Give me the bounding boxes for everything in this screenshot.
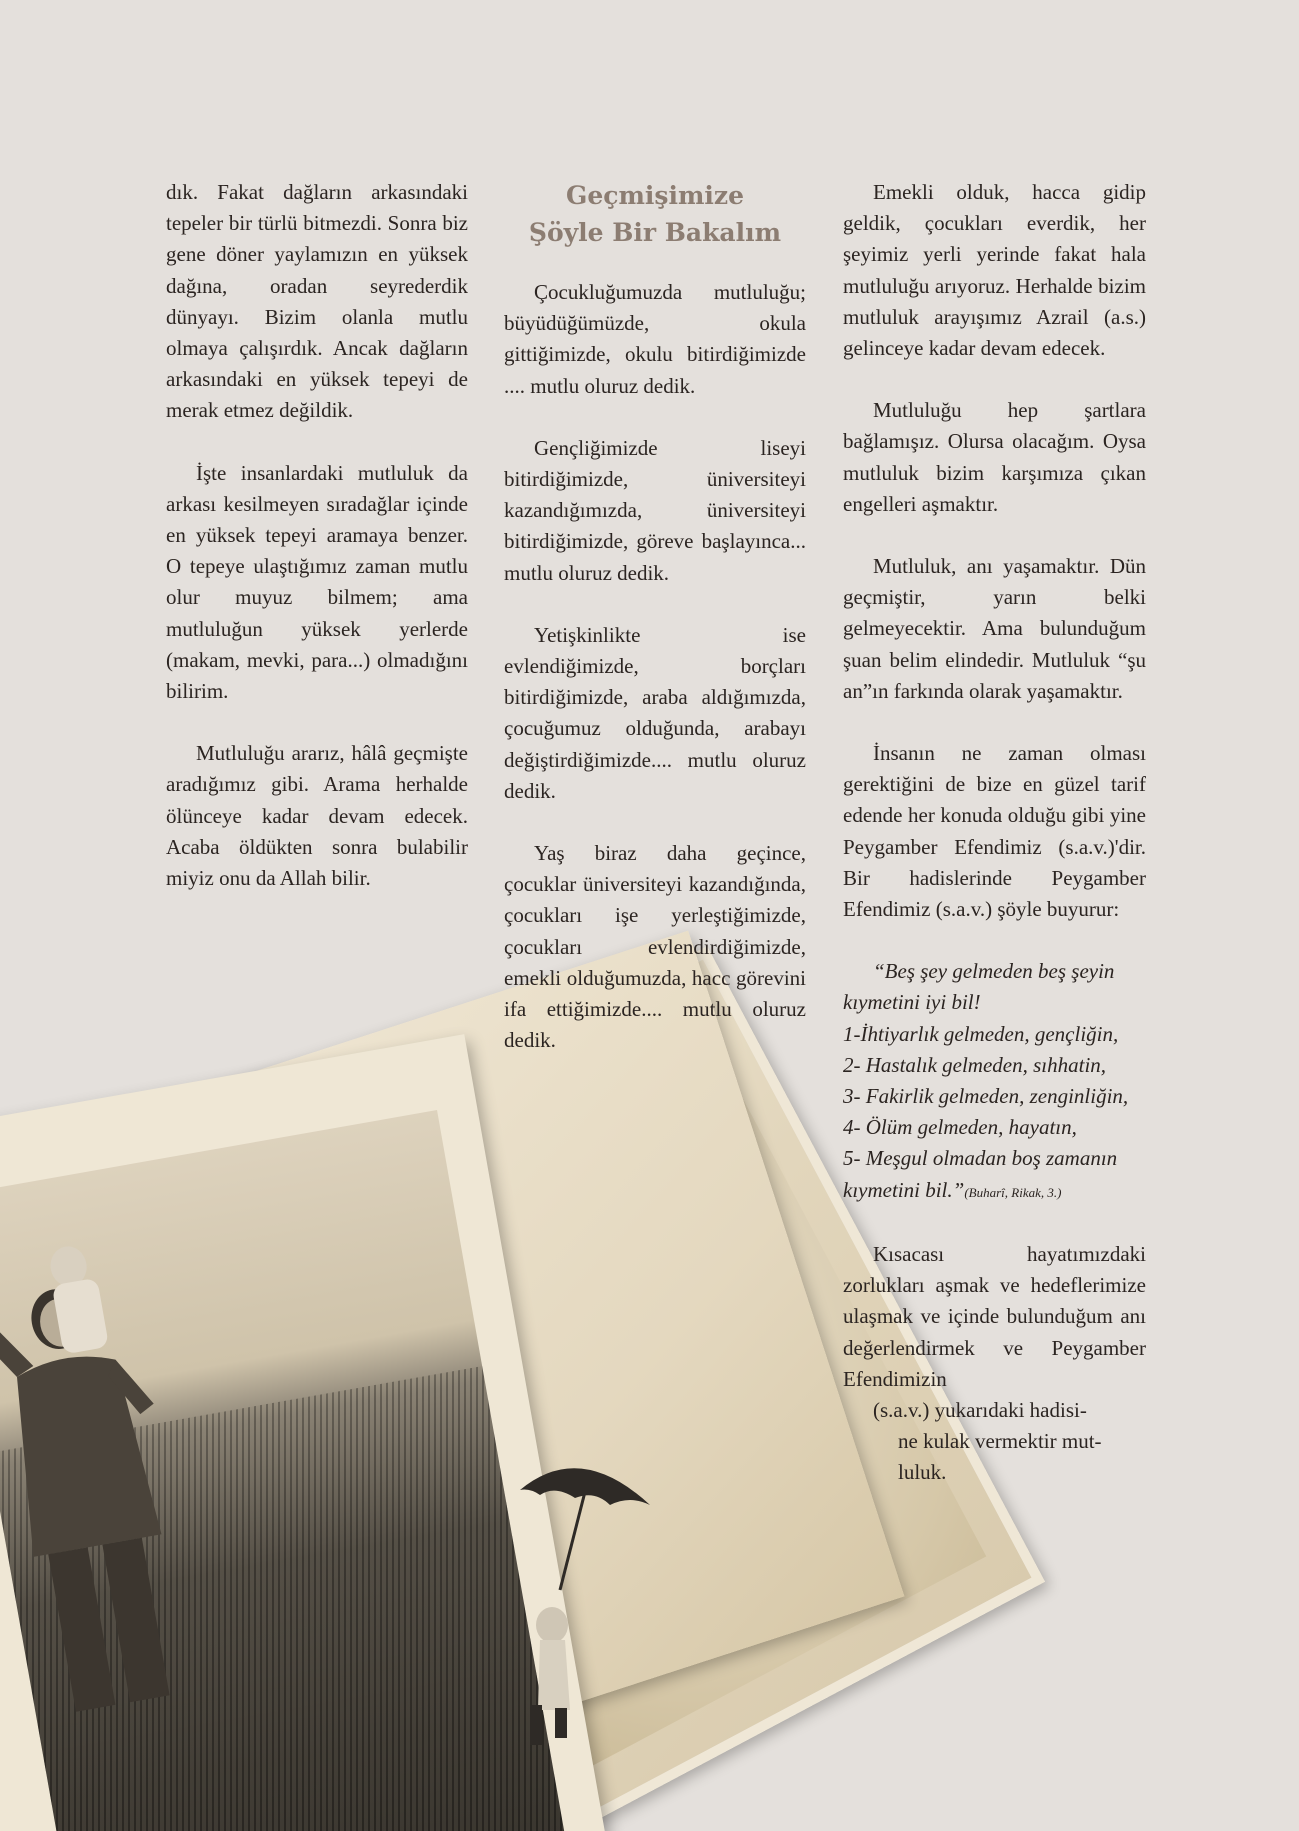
heading-line: Geçmişimize xyxy=(565,181,745,210)
quote-item: 3- Fakirlik gelmeden, zenginliğin, xyxy=(843,1084,1129,1109)
quote-item: 2- Hastalık gelmeden, sıhhatin, xyxy=(843,1052,1107,1077)
section-heading xyxy=(504,177,806,251)
quote-item: 1-İhtiyarlık gelmeden, gençliğin, xyxy=(843,1021,1119,1046)
text-column-right xyxy=(843,177,1146,1489)
paragraph: Mutluluğu hep şartlara bağlamışız. Olursa olacağım. Oysa mutluluk bizim karşımıza çıkan engelleri aşmaktır. xyxy=(843,398,1146,516)
paragraph: Mutluluk, anı yaşamaktır. Dün geçmiştir, yarın belki gelmeyecektir. Ama bulunduğum şuan belim elindedir. Mutluluk “şu an”ın farkında olarak yaşamaktır. xyxy=(843,554,1146,703)
quote-item: 4- Ölüm gelmeden, hayatın, xyxy=(843,1115,1077,1140)
paragraph: Çocukluğumuzda mutluluğu; büyüdüğümüzde, okula gittiğimizde, okulu bitirdiğimizde .... mutlu oluruz dedik. xyxy=(504,280,806,398)
quote-intro: “Beş şey gelmeden beş şeyin kıymetini iyi bil! xyxy=(843,959,1115,1015)
hadith-quote xyxy=(843,956,1146,1208)
text-column-middle xyxy=(504,177,806,1087)
paragraph: Yetişkinlikte ise evlendiğimizde, borçları bitirdiğimizde, araba aldığımızda, çocuğumuz olduğunda, arabayı değiştirdiğimizde.... mutlu oluruz dedik. xyxy=(504,622,806,803)
paragraph: Emekli olduk, hacca gidip geldik, çocukları everdik, her şeyimiz yerli yerinde fakat hala mutluluğu arıyoruz. Herhalde bizim mutluluk arayışımız Azrail (a.s.) gelinceye kadar devam edecek. xyxy=(843,180,1146,361)
heading-line: Şöyle Bir Bakalım xyxy=(528,218,782,247)
paragraph-tail: luluk. xyxy=(898,1460,947,1485)
paragraph: İşte insanlardaki mutluluk da arkası kesilmeyen sıradağlar içinde en yüksek tepeyi aramaya benzer. O tepeye ulaştığımız zaman mutlu olur muyuz bilmem; ama mutluluğun yüksek yerlerde (makam, mevki, para...) olmadığını bilirim. xyxy=(166,460,468,704)
paragraph: Mutluluğu ararız, hâlâ geçmişte aradığımız gibi. Arama herhalde ölünceye kadar devam edecek. Acaba öldükten sonra bulabilir miyiz onu da Allah bilir. xyxy=(166,741,468,891)
quote-item: 5- Meşgul olmadan boş zamanın kıymetini bil.” xyxy=(843,1146,1118,1202)
text-column-left xyxy=(166,177,468,925)
quote-source: (Buharî, Rikak, 3.) xyxy=(964,1184,1062,1200)
paragraph: İnsanın ne zaman olması gerektiğini de bize en güzel tarif edende her konuda olduğu gibi yine Peygamber Efendimiz (s.a.v.)'dir. Bir hadislerinde Peygamber Efendimiz (s.a.v.) şöyle buyurur: xyxy=(843,741,1146,922)
umbrella-child-figure xyxy=(510,1450,660,1770)
paragraph: Gençliğimizde liseyi bitirdiğimizde, üniversiteyi kazandığımızda, üniversiteyi bitirdiğimizde, göreve başlayınca... mutlu oluruz dedik. xyxy=(504,435,806,585)
paragraph-tail: ne kulak vermektir mut- xyxy=(898,1429,1102,1454)
paragraph: Kısacası hayatımızdaki zorlukları aşmak ve hedeflerimize ulaşmak ve içinde bulunduğum anı değerlendirmek ve Peygamber Efendimizin xyxy=(843,1241,1146,1391)
paragraph: Yaş biraz daha geçince, çocuklar üniversiteyi kazandığında, çocukları işe yerleştiğimizde, çocukları evlendirdiğimizde, emekli olduğumuzda, hacc görevini ifa ettiğimizde.... mutlu oluruz dedik. xyxy=(504,841,806,1053)
paragraph-tail: (s.a.v.) yukarıdaki hadisi- xyxy=(873,1397,1087,1422)
paragraph: dık. Fakat dağların arkasındaki tepeler bir türlü bitmezdi. Sonra biz gene döner yaylamızın en yüksek dağına, oradan seyrederdik dünyayı. Bizim olanla mutlu olmaya çalışırdık. Ancak dağların arkasındaki en yüksek tepeyi de merak etmez değildik. xyxy=(166,180,468,423)
